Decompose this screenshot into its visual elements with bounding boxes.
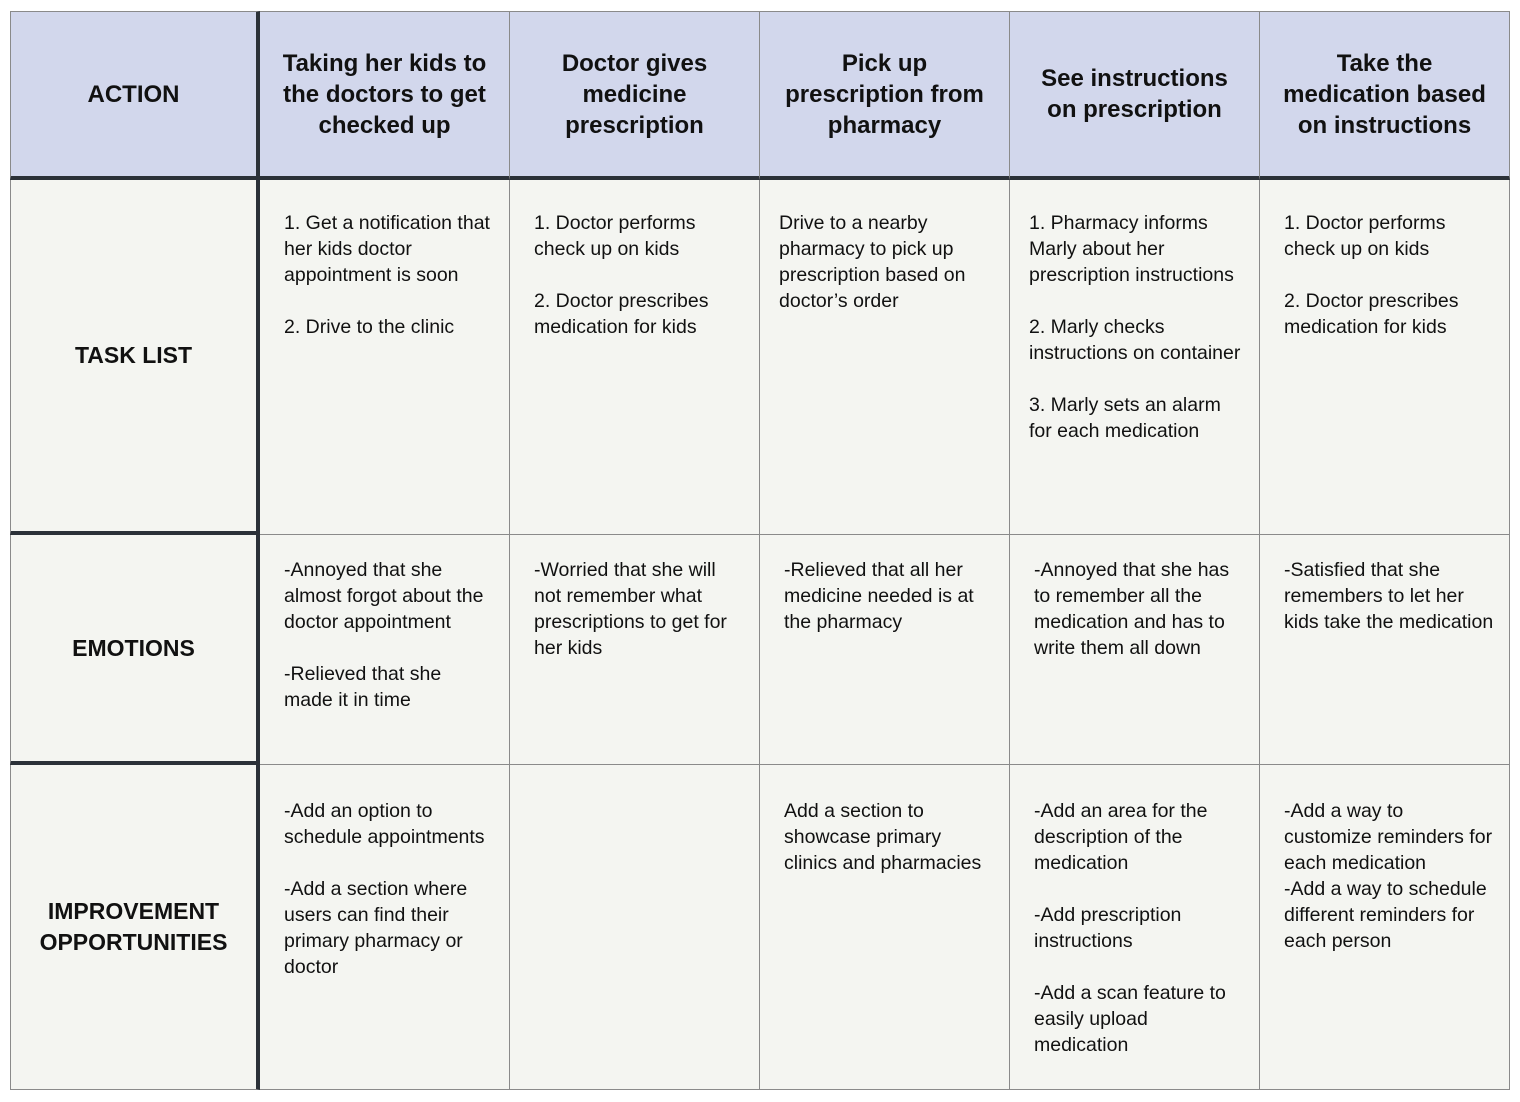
improvement-cell-4 [1010, 765, 1260, 1090]
improvement-item: -Add prescription instructions [1034, 904, 1182, 952]
row-header-task-list: TASK LIST [10, 180, 260, 535]
emotions-cell-3 [760, 535, 1010, 765]
improvement-item: -Add an area for the description of the medication [1034, 800, 1208, 874]
row-header-improvement-opportunities: IMPROVEMENT OPPORTUNITIES [10, 765, 260, 1090]
task-item: Drive to a nearby pharmacy to pick up prescription based on doctor’s order [779, 212, 966, 312]
emotion-item: -Annoyed that she almost forgot about the doctor appointment [284, 559, 484, 633]
improvement-item: -Add a way to customize reminders for each medication -Add a way to schedule different reminders for each person [1284, 800, 1493, 952]
task-item: 2. Drive to the clinic [284, 316, 455, 338]
emotion-item: -Relieved that all her medicine needed is at the pharmacy [784, 559, 974, 633]
task-item: 2. Marly checks instructions on container [1029, 316, 1241, 364]
action-header: ACTION [10, 11, 260, 180]
task-item: 1. Doctor performs check up on kids [534, 212, 696, 260]
emotions-cell-4 [1010, 535, 1260, 765]
improvement-cell-5 [1260, 765, 1510, 1090]
improvement-item: Add a section to showcase primary clinics and pharmacies [784, 800, 982, 874]
emotions-cell-5 [1260, 535, 1510, 765]
emotion-item: -Satisfied that she remembers to let her kids take the medication [1284, 559, 1494, 633]
task-list-cell-1 [260, 180, 510, 535]
task-item: 3. Marly sets an alarm for each medication [1029, 394, 1221, 442]
task-list-cell-3 [760, 180, 1010, 535]
task-item: 1. Doctor performs check up on kids [1284, 212, 1446, 260]
task-list-cell-5 [1260, 180, 1510, 535]
emotion-item: -Relieved that she made it in time [284, 663, 442, 711]
column-header-5: Take the medication based on instructions [1260, 11, 1510, 180]
improvement-cell-3 [760, 765, 1010, 1090]
improvement-cell-2 [510, 765, 760, 1090]
improvement-item: -Add a scan feature to easily upload medication [1034, 982, 1226, 1056]
task-item: 2. Doctor prescribes medication for kids [534, 290, 709, 338]
column-header-3: Pick up prescription from pharmacy [760, 11, 1010, 180]
column-header-1: Taking her kids to the doctors to get checked up [260, 11, 510, 180]
improvement-item: -Add a section where users can find their primary pharmacy or doctor [284, 878, 468, 978]
improvement-item: -Add an option to schedule appointments [284, 800, 485, 848]
column-header-4: See instructions on prescription [1010, 11, 1260, 180]
emotions-cell-2 [510, 535, 760, 765]
task-item: 2. Doctor prescribes medication for kids [1284, 290, 1459, 338]
task-item: 1. Pharmacy informs Marly about her prescription instructions [1029, 212, 1234, 286]
column-header-2: Doctor gives medicine prescription [510, 11, 760, 180]
emotions-cell-1 [260, 535, 510, 765]
task-list-cell-4 [1010, 180, 1260, 535]
row-header-emotions: EMOTIONS [10, 535, 260, 765]
journey-map-table [10, 11, 1510, 1090]
improvement-cell-1 [260, 765, 510, 1090]
task-item: 1. Get a notification that her kids doctor appointment is soon [284, 212, 490, 286]
task-list-cell-2 [510, 180, 760, 535]
emotion-item: -Worried that she will not remember what prescriptions to get for her kids [534, 559, 727, 659]
emotion-item: -Annoyed that she has to remember all the medication and has to write them all down [1034, 559, 1230, 659]
